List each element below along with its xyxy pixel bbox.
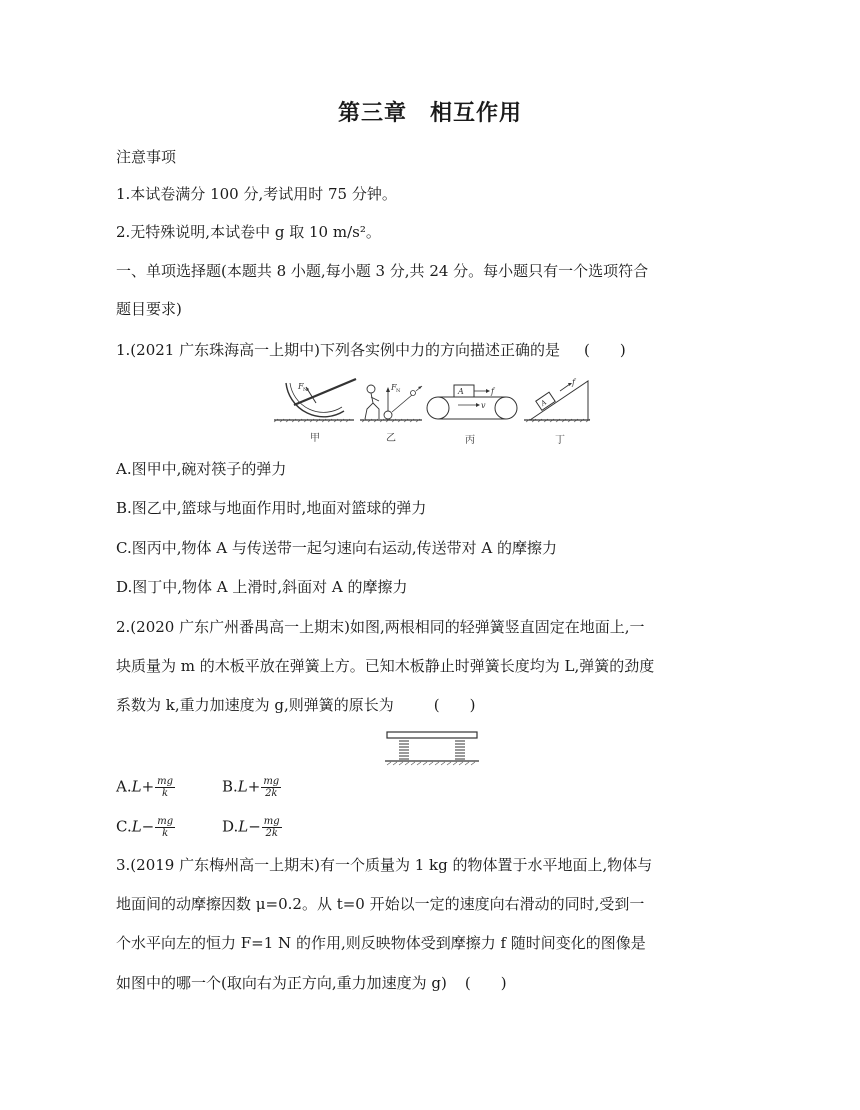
- question-3-text: 如图中的哪一个(取向右为正方向,重力加速度为 g): [116, 974, 447, 992]
- notice-heading: 注意事项: [116, 148, 177, 166]
- question-1-option-c: C.图丙中,物体 A 与传送带一起匀速向右运动,传送带对 A 的摩擦力: [116, 539, 557, 557]
- answer-blank: ( ): [464, 974, 507, 992]
- fraction: $\frac{mg}{2k}$: [263, 776, 280, 799]
- figure-incline: [524, 378, 590, 422]
- question-1-text: 1.(2021 广东珠海高一上期中)下列各实例中力的方向描述正确的是: [116, 341, 560, 359]
- question-1-figure: [272, 375, 592, 447]
- question-2-option-c: C.L− $\frac{mg}{k}$: [116, 816, 174, 839]
- question-2-figure: [385, 729, 479, 767]
- question-2-text: 系数为 k,重力加速度为 g,则弹簧的原长为: [116, 696, 394, 714]
- figure-basketball: [360, 383, 422, 422]
- section-heading-cont: 题目要求): [116, 300, 182, 318]
- fn-subscript: N: [303, 387, 308, 393]
- answer-blank: ( ): [583, 341, 626, 359]
- chapter-title: 第三章 相互作用: [337, 101, 522, 126]
- figure-bowl-chopstick: [274, 379, 356, 422]
- label-jia: 甲: [310, 433, 320, 444]
- fraction: $\frac{mg}{k}$: [157, 776, 174, 799]
- spring-board-diagram: [385, 729, 479, 767]
- question-3-stem-4: [116, 973, 746, 993]
- question-2-stem-3: [116, 695, 746, 715]
- section-heading: 一、单项选择题(本题共 8 小题,每小题 3 分,共 24 分。每小题只有一个选项符合: [116, 262, 649, 280]
- question-2-option-a: A.L+ $\frac{mg}{k}$: [116, 776, 174, 799]
- label-bing: 丙: [465, 435, 475, 446]
- question-1-stem: [116, 340, 746, 360]
- notice-item-2: 2.无特殊说明,本试卷中 g 取 10 m/s²。: [116, 223, 381, 241]
- fn-label: F: [298, 382, 304, 391]
- label-ding: 丁: [555, 435, 565, 446]
- question-3-stem-2: 地面间的动摩擦因数 μ=0.2。从 t=0 开始以一定的速度向右滑动的同时,受到一: [116, 895, 645, 913]
- fn-subscript-2: N: [396, 388, 401, 394]
- answer-blank: ( ): [433, 696, 476, 714]
- friction-label: f: [491, 387, 494, 396]
- fn-label-2: F: [391, 383, 397, 392]
- fraction: $\frac{mg}{k}$: [157, 816, 174, 839]
- question-2-option-b: B.L+ $\frac{mg}{2k}$: [222, 776, 280, 799]
- question-2-option-d: D.L− $\frac{mg}{2k}$: [222, 816, 280, 839]
- question-2-stem-2: 块质量为 m 的木板平放在弹簧上方。已知木板静止时弹簧长度均为 L,弹簧的劲度: [116, 657, 655, 675]
- friction-label-2: f: [572, 378, 575, 387]
- notice-item-1: 1.本试卷满分 100 分,考试用时 75 分钟。: [116, 185, 397, 203]
- question-3-stem-3: 个水平向左的恒力 F=1 N 的作用,则反映物体受到摩擦力 f 随时间变化的图像是: [116, 934, 646, 952]
- force-diagrams: [272, 375, 592, 447]
- block-a-label-2: A: [539, 398, 549, 408]
- question-1-option-d: D.图丁中,物体 A 上滑时,斜面对 A 的摩擦力: [116, 578, 408, 596]
- question-2-stem-1: 2.(2020 广东广州番禺高一上期末)如图,两根相同的轻弹簧竖直固定在地面上,一: [116, 618, 645, 636]
- velocity-label: v: [481, 401, 486, 410]
- question-3-stem-1: 3.(2019 广东梅州高一上期末)有一个质量为 1 kg 的物体置于水平地面上,物体与: [116, 856, 653, 874]
- question-1-option-b: B.图乙中,篮球与地面作用时,地面对篮球的弹力: [116, 499, 427, 517]
- fraction: $\frac{mg}{2k}$: [263, 816, 280, 839]
- block-a-label: A: [458, 387, 464, 396]
- figure-conveyor: [427, 385, 517, 419]
- label-yi: 乙: [386, 433, 396, 444]
- question-1-option-a: A.图甲中,碗对筷子的弹力: [116, 460, 287, 478]
